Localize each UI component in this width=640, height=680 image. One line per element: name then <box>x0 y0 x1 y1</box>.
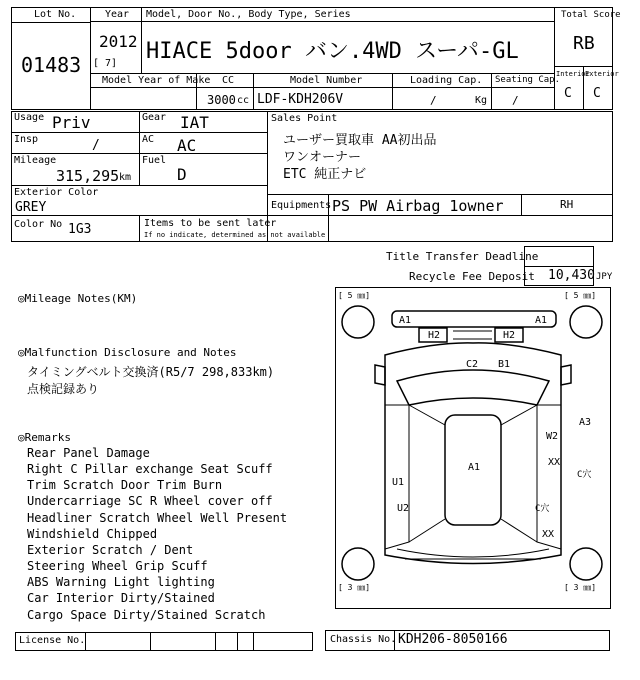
malfunction-line-1: タイミングベルト交換済(R5/7 298,833km) <box>27 365 275 379</box>
mark-a1-front-left: A1 <box>399 315 412 326</box>
tire-depth-front-right: [ 5 ㎜] <box>564 291 597 300</box>
insp-value: / <box>92 138 100 153</box>
mark-c-hole-right: C穴 <box>577 470 592 480</box>
mileage-unit: km <box>119 172 132 183</box>
lot-number: 01483 <box>21 53 82 77</box>
seating-separator: / <box>512 94 519 107</box>
exterior-score: C <box>593 86 601 101</box>
mark-w2: W2 <box>546 431 559 442</box>
usage-label: Usage <box>14 112 45 123</box>
remark-line: Trim Scratch Door Trim Burn <box>27 478 223 492</box>
remark-line: Exterior Scratch / Dent <box>27 543 194 557</box>
exterior-color-label: Exterior Color <box>14 187 99 198</box>
year-value: 2012 <box>99 32 138 51</box>
gear-value: IAT <box>180 113 209 132</box>
loading-separator: / <box>430 94 437 107</box>
model-year-of-make-label: Model Year of Make <box>102 75 211 86</box>
sales-point-3: ETC 純正ナビ <box>283 167 367 182</box>
mark-c-hole-lower: C穴 <box>535 504 550 514</box>
mark-xx-upper: XX <box>548 457 561 468</box>
color-no-label: Color No <box>14 219 63 230</box>
interior-label: Interior <box>556 70 590 78</box>
fuel-value: D <box>177 165 187 184</box>
tire-rear-right <box>570 548 602 580</box>
malfunction-title: ◎Malfunction Disclosure and Notes <box>18 346 237 359</box>
mark-u1: U1 <box>392 477 405 488</box>
recycle-fee-unit: JPY <box>596 272 613 282</box>
mark-h2-right: H2 <box>503 330 516 341</box>
total-score-value: RB <box>573 33 595 54</box>
mark-c2: C2 <box>466 359 479 370</box>
front-bumper <box>392 311 556 327</box>
seating-cap-label: Seating Cap. <box>495 75 561 85</box>
cc-value: 3000 <box>207 93 236 107</box>
interior-score: C <box>564 86 572 101</box>
tire-front-left <box>342 306 374 338</box>
equipments-value: PS PW Airbag 1owner <box>332 197 504 215</box>
exterior-label: Exterior <box>585 70 619 78</box>
steering-value: RH <box>560 198 574 211</box>
insp-label: Insp <box>14 134 39 145</box>
ac-label: AC <box>142 134 155 145</box>
exterior-color-value: GREY <box>15 200 47 215</box>
remarks-title: ◎Remarks <box>18 431 71 444</box>
malfunction-line-2: 点検記録あり <box>27 382 100 396</box>
loading-unit: Kg <box>475 95 488 106</box>
fuel-label: Fuel <box>142 155 167 166</box>
remark-line: Right C Pillar exchange Seat Scuff <box>27 462 273 476</box>
ac-value: AC <box>177 136 197 155</box>
items-note: If no indicate, determined as not available <box>144 231 326 239</box>
car-damage-diagram <box>335 287 611 609</box>
lot-no-label: Lot No. <box>34 9 77 20</box>
tire-depth-rear-left: [ 3 ㎜] <box>338 583 371 592</box>
cc-unit: cc <box>237 95 250 106</box>
model-number: LDF-KDH206V <box>257 92 344 107</box>
mark-u2: U2 <box>397 503 410 514</box>
remark-line: ABS Warning Light lighting <box>27 575 215 589</box>
mark-h2-left: H2 <box>428 330 441 341</box>
gear-label: Gear <box>142 112 167 123</box>
lot-box <box>11 7 91 110</box>
windshield <box>397 370 549 405</box>
total-score-label: Total Score <box>561 10 621 20</box>
sales-point-2: ワンオーナー <box>283 150 362 165</box>
remark-line: Windshield Chipped <box>27 527 158 541</box>
month-value: [ 7] <box>93 58 118 69</box>
model-number-label: Model Number <box>290 75 363 86</box>
tire-rear-left <box>342 548 374 580</box>
usage-value: Priv <box>52 113 91 132</box>
chassis-number: KDH206-8050166 <box>398 632 508 647</box>
sales-point-1: ユーザー買取車 AA初出品 <box>283 133 437 148</box>
items-label: Items to be sent later <box>144 218 277 229</box>
remark-line: Car Interior Dirty/Stained <box>27 591 215 605</box>
model-label: Model, Door No., Body Type, Series <box>146 9 351 20</box>
remark-line: Headliner Scratch Wheel Well Present <box>27 511 288 525</box>
mark-a3: A3 <box>579 417 592 428</box>
remark-line: Steering Wheel Grip Scuff <box>27 559 208 573</box>
recycle-fee-label: Recycle Fee Deposit <box>409 270 535 283</box>
title-transfer-label: Title Transfer Deadline <box>386 250 539 263</box>
body-outline <box>385 343 561 564</box>
year-label: Year <box>105 9 130 20</box>
remark-line: Undercarriage SC R Wheel cover off <box>27 494 273 508</box>
model-value: HIACE 5door バン.4WD スーパ-GL <box>146 39 519 64</box>
model-box <box>141 7 555 74</box>
recycle-fee-value: 10,430 <box>548 268 595 283</box>
tire-depth-rear-right: [ 3 ㎜] <box>564 583 597 592</box>
sales-point-label: Sales Point <box>271 113 338 124</box>
remark-line: Rear Panel Damage <box>27 446 150 460</box>
cc-label: CC <box>222 75 235 86</box>
chassis-label: Chassis No. <box>330 634 397 645</box>
total-score-box <box>554 7 621 110</box>
mark-a1-roof: A1 <box>468 462 481 473</box>
tire-front-right <box>570 306 602 338</box>
mileage-label: Mileage <box>14 155 57 166</box>
mileage-notes-title: ◎Mileage Notes(KM) <box>18 292 138 305</box>
mileage-value: 315,295 <box>56 167 120 185</box>
equipments-label: Equipments <box>271 200 332 211</box>
loading-cap-label: Loading Cap. <box>410 75 483 86</box>
mark-a1-front-right: A1 <box>535 315 548 326</box>
license-label: License No. <box>19 635 86 646</box>
color-no-value: 1G3 <box>68 222 92 237</box>
tire-depth-front-left: [ 5 ㎜] <box>338 291 371 300</box>
mark-b1: B1 <box>498 359 511 370</box>
title-transfer-box <box>524 246 594 267</box>
year-box <box>90 7 142 74</box>
mark-xx-lower: XX <box>542 529 555 540</box>
remark-line: Cargo Space Dirty/Stained Scratch <box>27 608 266 622</box>
